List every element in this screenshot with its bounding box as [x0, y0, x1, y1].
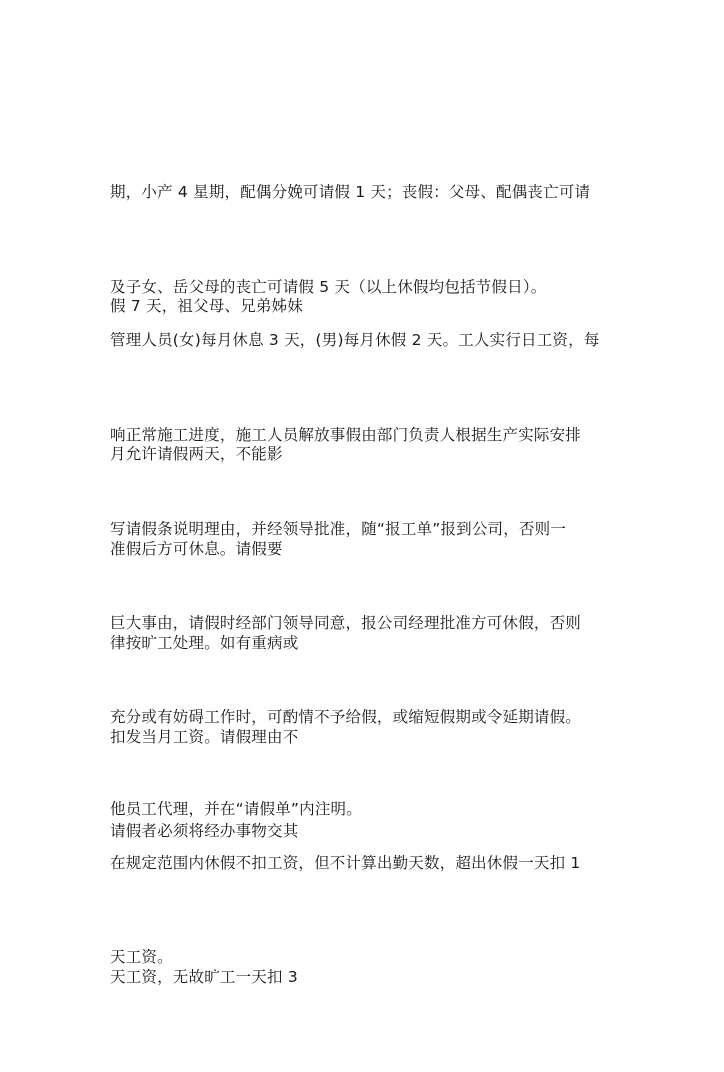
- text-line: 月允许请假两天，不能影: [110, 445, 283, 463]
- text-line: 准假后方可休息。请假要: [110, 540, 283, 558]
- text-line: 扣发当月工资。请假理由不: [110, 728, 299, 746]
- text-line: 律按旷工处理。如有重病或: [110, 634, 299, 652]
- text-line: 充分或有妨碍工作时，可酌情不予给假，或缩短假期或令延期请假。: [110, 708, 582, 726]
- text-line: 响正常施工进度，施工人员解放事假由部门负责人根据生产实际安排: [110, 426, 582, 444]
- text-line: 在规定范围内休假不扣工资，但不计算出勤天数，超出休假一天扣 1: [110, 854, 581, 872]
- text-line: 管理人员(女)每月休息 3 天，(男)每月休假 2 天。工人实行日工资，每: [110, 331, 600, 349]
- text-line: 及子女、岳父母的丧亡可请假 5 天（以上休假均包括节假日）。: [110, 278, 547, 296]
- text-line: 天工资。: [110, 948, 173, 966]
- text-line: 巨大事由，请假时经部门领导同意，报公司经理批准方可休假，否则: [110, 614, 582, 632]
- text-line: 写请假条说明理由，并经领导批准，随“报工单”报到公司，否则一: [110, 520, 567, 538]
- text-line: 请假者必须将经办事物交其: [110, 822, 299, 840]
- text-line: 他员工代理，并在“请假单”内注明。: [110, 800, 362, 818]
- text-line: 期，小产 4 星期，配偶分娩可请假 1 天；丧假：父母、配偶丧亡可请: [110, 183, 591, 201]
- text-line: 天工资，无故旷工一天扣 3: [110, 968, 298, 986]
- text-line: 假 7 天，祖父母、兄弟姊妹: [110, 297, 304, 315]
